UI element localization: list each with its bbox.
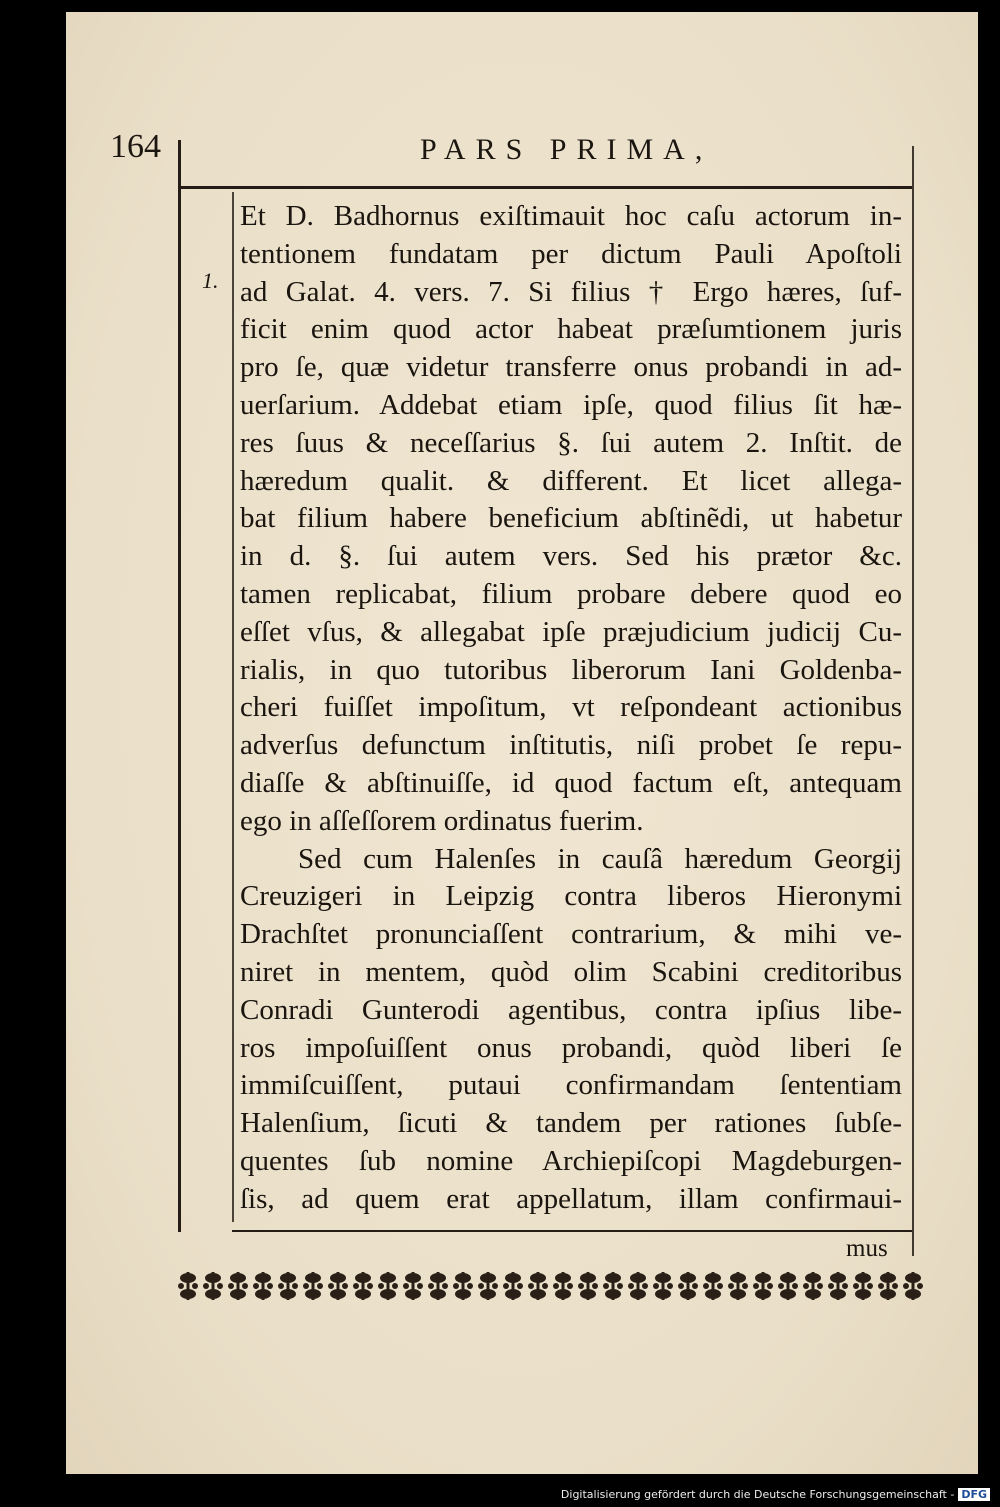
ornament-unit: [578, 1272, 598, 1300]
ornament-unit: [878, 1272, 898, 1300]
text-line: niret in mentem, quòd olim Scabini creditoribus: [240, 955, 902, 988]
ornament-unit: [303, 1272, 323, 1300]
text-line: Conradi Gunterodi agentibus, contra ipſius libe-: [240, 993, 902, 1026]
text-line: tamen replicabat, filium probare debere quod eo: [240, 577, 902, 610]
text-line: pro ſe, quæ videtur transferre onus probandi in ad-: [240, 351, 902, 384]
ornament-unit: [278, 1272, 298, 1300]
text-line: ad Galat. 4. vers. 7. Si filius † Ergo hæres, ſuf-: [240, 275, 902, 308]
ornament-unit: [678, 1272, 698, 1300]
dfg-logo: DFG: [958, 1488, 990, 1501]
text-line: cheri fuiſſet impoſitum, vt reſpondeant actionibus: [240, 691, 902, 724]
ornament-unit: [528, 1272, 548, 1300]
running-title: PARS PRIMA,: [420, 133, 713, 166]
text-line: ros impoſuiſſent onus probandi, quòd liberi ſe: [240, 1031, 902, 1064]
text-line: immiſcuiſſent, putaui confirmandam ſententiam: [240, 1069, 902, 1102]
ornament-unit: [253, 1272, 273, 1300]
left-frame-rule: [178, 140, 181, 1232]
text-line: diaſſe & abſtinuiſſe, id quod factum eſt, antequam: [240, 766, 902, 799]
header-rule: [180, 186, 912, 189]
credit-text: Digitalisierung gefördert durch die Deutsche Forschungsgemeinschaft -: [560, 1488, 955, 1501]
text-line: ficit enim quod actor habeat præſumtionem juris: [240, 313, 902, 346]
ornament-unit: [328, 1272, 348, 1300]
ornament-unit: [753, 1272, 773, 1300]
text-line: Drachſtet pronunciaſſent contrarium, & mihi ve-: [240, 918, 902, 951]
text-line: quentes ſub nomine Archiepiſcopi Magdeburgen-: [240, 1144, 902, 1177]
ornament-unit: [178, 1272, 198, 1300]
right-frame-rule: [912, 146, 914, 1256]
text-line: uerſarium. Addebat etiam ipſe, quod filius ſit hæ-: [240, 388, 902, 421]
text-line: bat filium habere beneficium abſtinẽdi, ut habetur: [240, 502, 902, 535]
ornament-unit: [828, 1272, 848, 1300]
margin-note: 1.: [202, 268, 219, 293]
ornament-unit: [353, 1272, 373, 1300]
ornament-unit: [728, 1272, 748, 1300]
body-text: [240, 198, 902, 1219]
ornament-unit: [653, 1272, 673, 1300]
text-line: Halenſium, ſicuti & tandem per rationes ſubſe-: [240, 1107, 902, 1140]
ornament-unit: [803, 1272, 823, 1300]
ornament-unit: [603, 1272, 623, 1300]
text-line: adverſus defunctum inſtitutis, niſi probet ſe repu-: [240, 729, 902, 762]
text-line: res ſuus & neceſſarius §. ſui autem 2. Inſtit. de: [240, 426, 902, 459]
ornament-unit: [628, 1272, 648, 1300]
ornament-unit: [553, 1272, 573, 1300]
ornament-unit: [228, 1272, 248, 1300]
text-line: ſis, ad quem erat appellatum, illam confirmaui-: [240, 1182, 902, 1215]
text-line: ego in aſſeſſorem ordinatus fuerim.: [240, 804, 644, 837]
text-line: Et D. Badhornus exiſtimauit hoc caſu actorum in-: [240, 200, 902, 232]
ornament-unit: [403, 1272, 423, 1300]
digitization-credit: [561, 1488, 990, 1501]
text-line: eſſet vſus, & allegabat ipſe præjudicium judicij Cu-: [240, 615, 902, 648]
ornament-unit: [703, 1272, 723, 1300]
inner-margin-rule: [232, 192, 234, 1222]
text-line: Sed cum Halenſes in cauſâ hæredum Georgij: [298, 842, 902, 875]
ornament-unit: [778, 1272, 798, 1300]
footer-rule: [232, 1230, 912, 1232]
ornament-unit: [503, 1272, 523, 1300]
ornament-unit: [478, 1272, 498, 1300]
ornament-unit: [453, 1272, 473, 1300]
ornament-unit: [203, 1272, 223, 1300]
text-line: Creuzigeri in Leipzig contra liberos Hieronymi: [240, 880, 902, 913]
ornament-unit: [428, 1272, 448, 1300]
ornament-unit: [378, 1272, 398, 1300]
ornament-unit: [853, 1272, 873, 1300]
catchword: mus: [846, 1235, 888, 1262]
text-line: rialis, in quo tutoribus liberorum Iani Goldenba-: [240, 653, 902, 686]
ornament-unit: [903, 1272, 923, 1300]
ornament-band: [176, 1266, 926, 1306]
text-line: in d. §. ſui autem vers. Sed his prætor &c.: [240, 540, 902, 573]
text-line: hæredum qualit. & different. Et licet allega-: [240, 464, 902, 497]
page-number: 164: [110, 128, 161, 165]
text-line: tentionem fundatam per dictum Pauli Apoſtoli: [240, 237, 902, 270]
